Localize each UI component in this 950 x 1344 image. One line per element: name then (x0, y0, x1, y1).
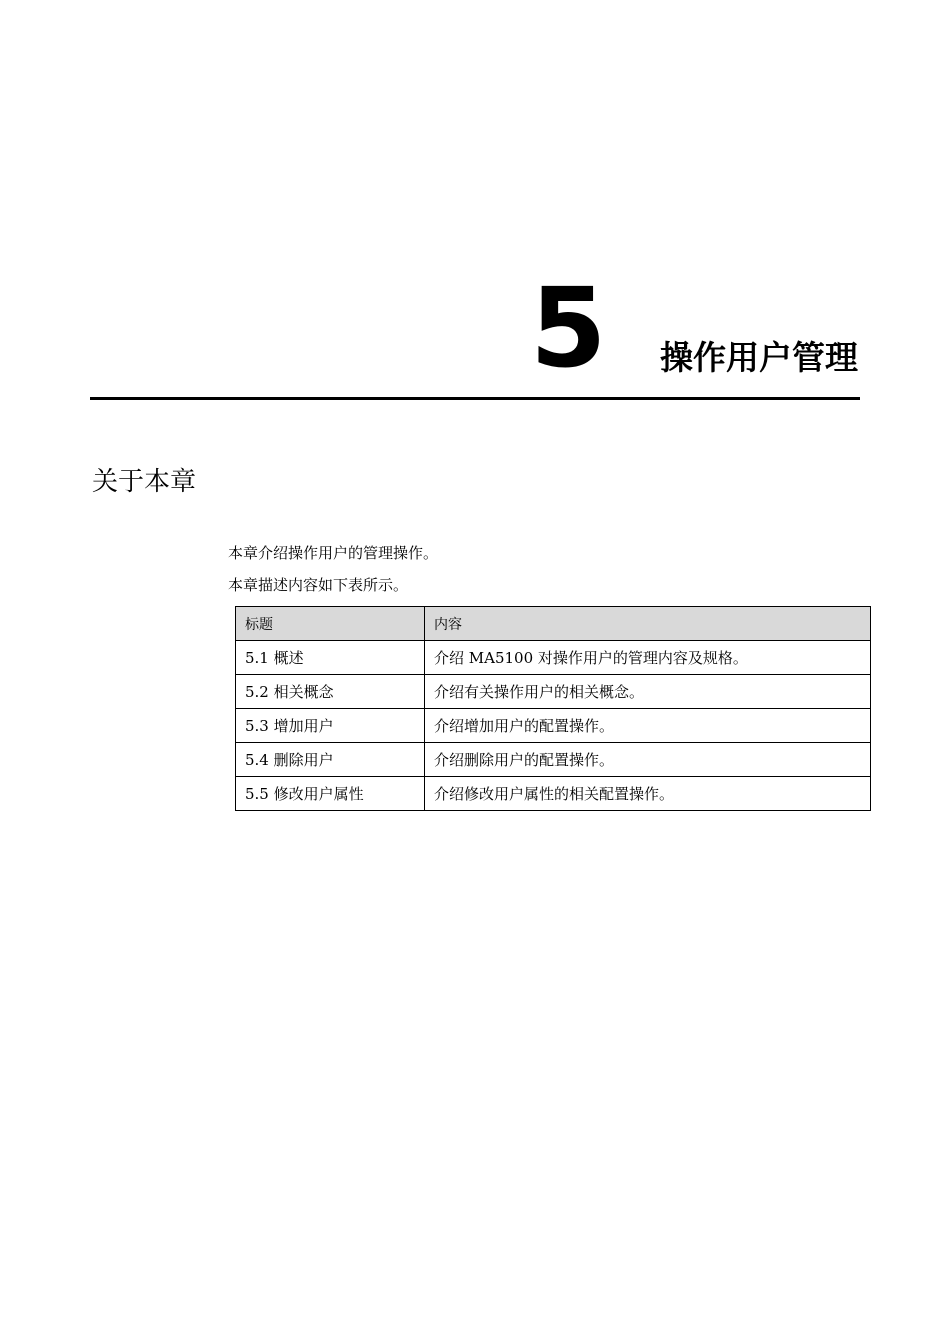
chapter-divider (90, 397, 860, 400)
table-row (236, 675, 871, 709)
section-description: 介绍有关操作用户的相关概念。 (425, 675, 871, 709)
chapter-number: 5 (530, 264, 607, 392)
table-row (236, 777, 871, 811)
intro-paragraph: 本章描述内容如下表所示。 (228, 576, 409, 594)
section-link[interactable]: 5.3 增加用户 (236, 709, 425, 743)
section-description: 介绍删除用户的配置操作。 (425, 743, 871, 777)
section-link[interactable]: 5.5 修改用户属性 (236, 777, 425, 811)
intro-paragraph: 本章介绍操作用户的管理操作。 (228, 544, 439, 562)
chapter-contents-table (235, 606, 871, 811)
table-row (236, 641, 871, 675)
section-link[interactable]: 5.1 概述 (236, 641, 425, 675)
section-link[interactable]: 5.2 相关概念 (236, 675, 425, 709)
section-link[interactable]: 5.4 删除用户 (236, 743, 425, 777)
table-row (236, 743, 871, 777)
section-heading: 关于本章 (92, 467, 197, 497)
chapter-title: 操作用户管理 (660, 338, 858, 377)
section-description: 介绍 MA5100 对操作用户的管理内容及规格。 (425, 641, 871, 675)
section-description: 介绍增加用户的配置操作。 (425, 709, 871, 743)
table-row (236, 709, 871, 743)
section-description: 介绍修改用户属性的相关配置操作。 (425, 777, 871, 811)
table-header-row (236, 607, 871, 641)
column-header-content: 内容 (425, 607, 871, 641)
column-header-title: 标题 (236, 607, 425, 641)
